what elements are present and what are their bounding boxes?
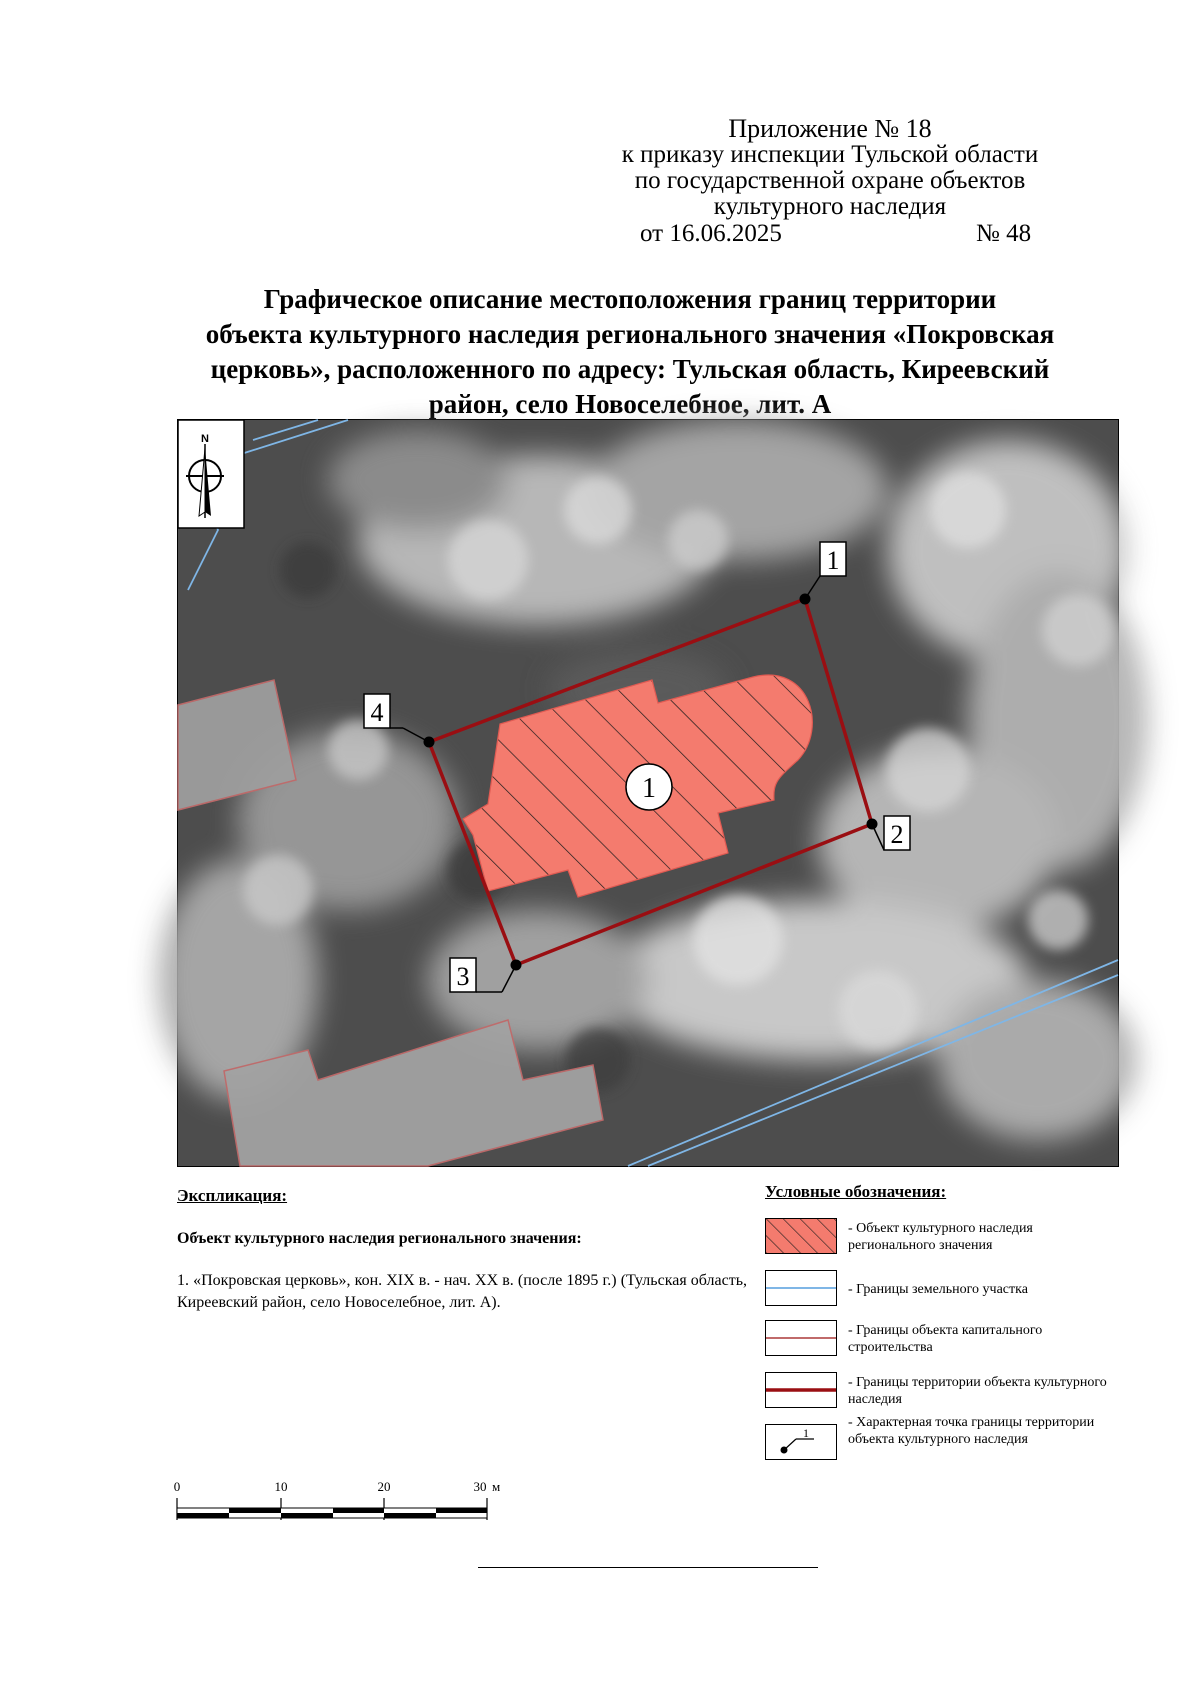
explication-item: 1. «Покровская церковь», кон. XIX в. - нач. XX в. (после 1895 г.) (Тульская область, Киреевский район, село Новоселебное, лит. А).: [177, 1272, 747, 1311]
legend-boundary-point-graphic: [766, 1425, 836, 1459]
legend-building-line: [766, 1321, 836, 1355]
boundary-point-1-label: 1: [826, 546, 840, 575]
appendix-number: Приложение № 18: [728, 114, 932, 143]
signature-line: [478, 1567, 818, 1568]
scale-unit: м: [492, 1479, 501, 1494]
scale-tick-30: 30: [473, 1479, 487, 1494]
boundary-point-4-label: 4: [370, 698, 384, 727]
legend-heritage-swatch-graphic: [766, 1219, 836, 1253]
legend-label-land-parcel: - Границы земельного участка: [848, 1282, 1028, 1297]
boundary-point-2-label: 2: [890, 820, 904, 849]
map-canvas: [178, 420, 1118, 1166]
legend-boundary-point-sample: 1: [803, 1426, 809, 1440]
legend-label-boundary-point: - Характерная точка границы территории объекта культурного наследия: [848, 1415, 1095, 1447]
object-number-label: 1: [642, 773, 656, 804]
appendix-header: [560, 116, 1100, 220]
order-date: от 16.06.2025: [640, 220, 782, 247]
legend-label-heritage-object: - Объект культурного наследия регионального значения: [848, 1221, 1033, 1253]
map-frame: [177, 419, 1119, 1167]
title-line-3: церковь», расположенного по адресу: Тульская область, Киреевский: [210, 354, 1050, 384]
legend-land-parcel-line: [766, 1271, 836, 1305]
legend-swatch-land-parcel: [765, 1270, 837, 1306]
boundary-point-3-label: 3: [456, 962, 470, 991]
object-number-marker: [626, 764, 672, 810]
scale-tick-0: 0: [173, 1479, 181, 1494]
appendix-line-1: к приказу инспекции Тульской области: [621, 141, 1039, 168]
legend-heading: Условные обозначения:: [765, 1182, 947, 1201]
explication-heading: Экспликация:: [177, 1186, 288, 1205]
legend-label-heritage-boundary: - Границы территории объекта культурного наследия: [848, 1375, 1107, 1407]
legend-swatch-heritage-boundary: [765, 1372, 837, 1408]
legend-swatch-building: [765, 1320, 837, 1356]
north-letter: N: [201, 433, 209, 445]
order-number: № 48: [976, 220, 1032, 247]
title-line-2: объекта культурного наследия регионального значения «Покровская: [205, 319, 1055, 349]
north-arrow-icon: [178, 420, 244, 528]
title-line-1: Графическое описание местоположения границ территории: [263, 284, 997, 314]
scale-bar-graphic: [172, 1479, 501, 1530]
legend-swatch-boundary-point: [765, 1424, 837, 1460]
appendix-line-2: по государственной охране объектов: [634, 167, 1026, 194]
title-line-4: район, село Новоселебное, лит. А: [428, 389, 832, 419]
page-title: [170, 282, 1090, 422]
legend-swatch-heritage-object: [765, 1218, 837, 1254]
appendix-line-3: культурного наследия: [713, 193, 947, 220]
legend-heritage-boundary-line: [766, 1373, 836, 1407]
explication-subheading: Объект культурного наследия регионального значения:: [177, 1230, 582, 1247]
scale-tick-10: 10: [274, 1479, 288, 1494]
legend-label-building: - Границы объекта капитального строительства: [848, 1323, 1043, 1355]
scale-bar: [172, 1479, 501, 1535]
scale-tick-20: 20: [377, 1479, 391, 1494]
